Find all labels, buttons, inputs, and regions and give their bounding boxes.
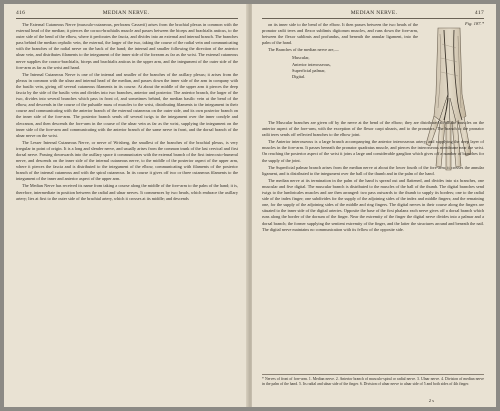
page-number: 416 <box>16 10 26 16</box>
paragraph-lesser-internal-cutaneous: The Lesser Internal Cutaneous Nerve, or nerve of Wrisberg, the smallest of the branches of the brachial plexus, is very irregular in point of origin. It is a long and slender nerve, and usually arises from the common trunk of the last cervical and first dorsal nerve. Passing downwards into the axillary space it communicates with the external branch of the first intercosto-humeral nerve, and descends on the inner side of the internal cutaneous nerve, to the middle of the posterior aspect of the upper arm, where it pierces the fascia and is distributed to the integument of the elbow, communicating with filaments of the posterior branch of the internal cutaneous and with the spiral cutaneous. In its course it gives off two or three cutaneous filaments to the integument of the inner and anterior aspect of the upper arm. <box>16 139 238 182</box>
paragraph-superficial-palmar: The Superficial palmar branch arises from the median nerve at about the lower fourth of the fore-arm; it crosses the annular ligament, and is distributed to the integument over the ball of the thumb and in the palm of the hand. <box>262 164 484 176</box>
paragraph-median-nerve: The Median Nerve has received its name from taking a course along the middle of the fore-arm to the palm of the hand; it is, therefore, intermediate in position between the radial and ulnar nerves. It commences by two heads, which embrace the axillary artery; lies at first to the outer side of the brachial artery, which it crosses at its middle; and descends <box>16 183 238 201</box>
paragraph-anterior-interosseous: The Anterior interosseous is a large branch accompanying the anterior interosseous artery, and supplying the deep layer of muscles in the fore-arm. It passes beneath the pronator quadratus muscle, and pierces the interosseous membrane near the wrist. On reaching the posterior aspect of the wrist it joins a large and considerable ganglion which gives off a number of branches for the supply of the joint. <box>262 139 484 163</box>
paragraph-median-course: on its inner side to the bend of the elbow. It then passes between the two heads of the pronator radii teres and flexor sublimis digitorum muscles, and runs down the fore-arm, between the flexor sublimis and profundus, and beneath the annular ligament, into the palm of the hand. <box>262 22 418 46</box>
right-bottom-text <box>262 120 484 234</box>
paragraph-muscular: The Muscular branches are given off by the nerve at the bend of the elbow; they are distributed to all the muscles on the anterior aspect of the fore-arm, with the exception of the flexor carpi ulnaris, and to the pronators. The branch to the pronator radii teres sends off reflected branches to the elbow joint. <box>262 120 484 138</box>
running-title: MEDIAN NERVE. <box>350 10 398 16</box>
header-rule <box>16 18 238 19</box>
left-text-block <box>16 22 238 203</box>
paragraph-median-termination: The median nerve at its termination in the palm of the hand is spread out and flattened, and divides into six branches, one muscular and five digital. The muscular branch is distributed to the muscles of the ball of the thumb. The digital branches send twigs to the lumbricales muscles and are then arranged: two pass outwards to the thumb to supply its borders; one to the radial side of the index finger; one subdivides for the supply of the adjoining sides of the index and middle fingers; and the remaining one, for the supply of the adjoining sides of the middle and ring fingers. The digital nerves in their course along the fingers are situated to the inner side of the digital arteries. Opposite the base of the first phalanx each nerve gives off a dorsal branch which runs along the border of the dorsum of the finger. Near the extremity of the finger the digital nerve divides into a palmar and a dorsal branch; the former supplying the sentient extremity of the finger, and the latter the structures around and beneath the nail. The digital nerve maintains no communication with its fellow of the opposite side. <box>262 177 484 232</box>
right-page <box>252 4 496 407</box>
signature-mark: 2 s <box>428 398 434 403</box>
list-item: Digital. <box>292 74 306 80</box>
right-top-text <box>262 22 418 82</box>
header-rule <box>262 18 484 19</box>
list-item: Muscular, <box>292 55 310 61</box>
figure-label: Fig. 187.* <box>464 21 484 26</box>
paragraph-external-cutaneous: The External Cutaneous Nerve (musculo-cutaneous, perforans Casserii) arises from the brachial plexus in common with the external head of the median; it pierces the coraco-brachialis muscle and passes between the biceps and brachialis anticus, to the outer side of the bend of the elbow, where it perforates the fascia, and divides into an external and internal branch. The branches pass behind the median cephalic vein, the external, the larger of the two, taking the course of the radial vein and communicating with the branches of the radial nerve on the back of the hand; the internal and smaller following the direction of the anterior ulnar vein, and distributes filaments to the integument of the inner side of the forearm as far as the wrist. The external cutaneous nerve supplies the coraco-brachialis, biceps and brachialis anticus in the upper arm, and the integument of the outer side of the fore-arm as far as the wrist and hand. <box>16 22 238 70</box>
paragraph-branches-intro: The Branches of the median nerve are,— <box>268 47 339 53</box>
paragraph-internal-cutaneous: The Internal Cutaneous Nerve is one of the internal and smaller of the branches of the axillary plexus; it arises from the plexus in common with the ulnar and internal head of the median, and passes down the inner side of the arm in company with the basilic vein, giving off several cutaneous filaments in its course. At about the middle of the upper arm it pierces the deep fascia by the side of the basilic vein and divides into two branches, anterior and posterior. The anterior branch, the larger of the two, divides into several branches which pass in front of, and sometimes behind, the median basilic vein at the bend of the elbow, and descends in the course of the pulsatile mass of muscles to the wrist, distributing filaments to the integument in their course and communicating with the anterior branch of the external cutaneous on the outer side, and its own posterior branch on the inner side of the fore-arm. The posterior branch sends off several twigs to the integument over the inner condyle and olecranon, and then descends the fore-arm in the course of the ulnar vein as far as the wrist, supplying the integument on the inner side of the fore-arm and communicating with the anterior branch of the same nerve in front, and the dorsal branch of the ulnar nerve on the wrist. <box>16 71 238 138</box>
figure-footnote: * Nerves of front of fore-arm. 1. Median nerve. 2. Anterior branch of musculo-spiral or radial nerve. 3. Ulnar nerve. 4. Division of median nerve in the palm of the hand. 5. Its radial and ulnar side of the finger. 6. Division of ulnar nerve to ulnar side of 5 and both sides of 4th finger. <box>262 374 484 387</box>
list-item: Superficial palmar, <box>292 67 326 73</box>
branches-list <box>292 55 418 80</box>
running-title: MEDIAN NERVE. <box>102 10 150 16</box>
page-number: 417 <box>474 10 484 16</box>
left-page <box>4 4 248 407</box>
list-item: Anterior interosseous, <box>292 61 331 67</box>
